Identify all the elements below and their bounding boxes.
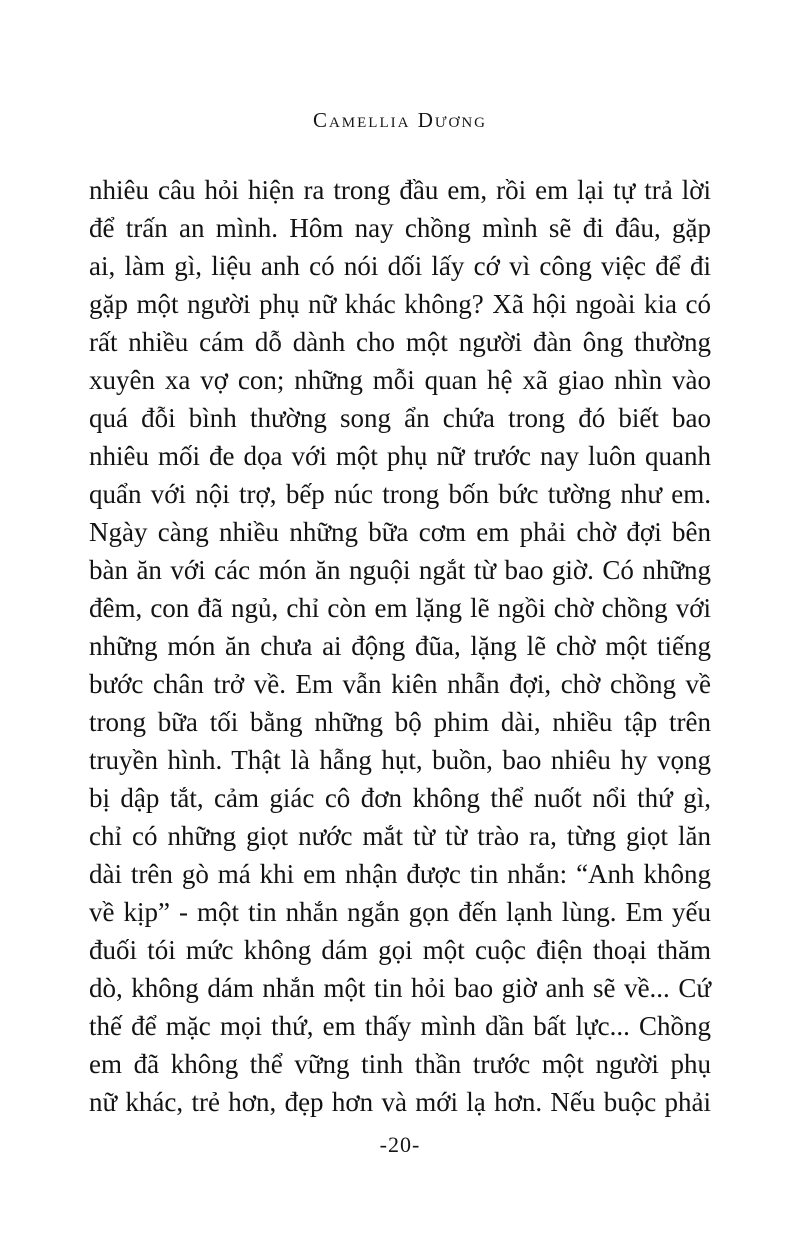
text-line: những món ăn chưa ai động đũa, lặng lẽ chờ một tiếng	[89, 631, 711, 661]
text-line: Ngày càng nhiều những bữa cơm em phải chờ đợi bên	[89, 517, 711, 547]
text-line: dài trên gò má khi em nhận được tin nhắn: “Anh không	[89, 859, 711, 889]
running-header-author: Camellia Dương	[312, 108, 488, 132]
text-line: đuối tói mức không dám gọi một cuộc điện thoại thăm	[89, 935, 711, 965]
text-line: quẩn với nội trợ, bếp núc trong bốn bức tường như em.	[89, 479, 711, 509]
body-text	[89, 171, 711, 1121]
text-line: để trấn an mình. Hôm nay chồng mình sẽ đi đâu, gặp	[89, 213, 711, 243]
text-line: đêm, con đã ngủ, chỉ còn em lặng lẽ ngồi chờ chồng với	[89, 593, 711, 623]
text-line: nhiêu câu hỏi hiện ra trong đầu em, rồi em lại tự trả lời	[89, 175, 711, 205]
text-line: ai, làm gì, liệu anh có nói dối lấy cớ vì công việc để đi	[89, 251, 711, 281]
text-line: gặp một người phụ nữ khác không? Xã hội ngoài kia có	[89, 289, 711, 319]
text-line: về kịp” - một tin nhắn ngắn gọn đến lạnh lùng. Em yếu	[89, 897, 711, 927]
text-line: truyền hình. Thật là hẫng hụt, buồn, bao nhiêu hy vọng	[89, 745, 711, 775]
text-line: trong bữa tối bằng những bộ phim dài, nhiều tập trên	[89, 707, 711, 737]
text-line: rất nhiều cám dỗ dành cho một người đàn ông thường	[89, 327, 711, 357]
text-line: dò, không dám nhắn một tin hỏi bao giờ anh sẽ về... Cứ	[89, 973, 711, 1003]
text-line: xuyên xa vợ con; những mỗi quan hệ xã giao nhìn vào	[89, 365, 711, 395]
text-line: bị dập tắt, cảm giác cô đơn không thể nuốt nổi thứ gì,	[89, 783, 711, 813]
text-line: bàn ăn với các món ăn nguội ngắt từ bao giờ. Có những	[89, 555, 711, 585]
text-line: quá đỗi bình thường song ẩn chứa trong đó biết bao	[89, 403, 711, 433]
text-line: chỉ có những giọt nước mắt từ từ trào ra, từng giọt lăn	[89, 821, 711, 851]
text-line: nữ khác, trẻ hơn, đẹp hơn và mới lạ hơn. Nếu buộc phải	[89, 1087, 711, 1117]
text-line: nhiêu mối đe dọa với một phụ nữ trước nay luôn quanh	[89, 441, 711, 471]
text-line: bước chân trở về. Em vẫn kiên nhẫn đợi, chờ chồng về	[89, 669, 711, 699]
page-number: -20-	[379, 1132, 421, 1157]
text-line: em đã không thể vững tinh thần trước một người phụ	[89, 1049, 711, 1079]
text-line: thế để mặc mọi thứ, em thấy mình dần bất lực... Chồng	[89, 1011, 711, 1041]
